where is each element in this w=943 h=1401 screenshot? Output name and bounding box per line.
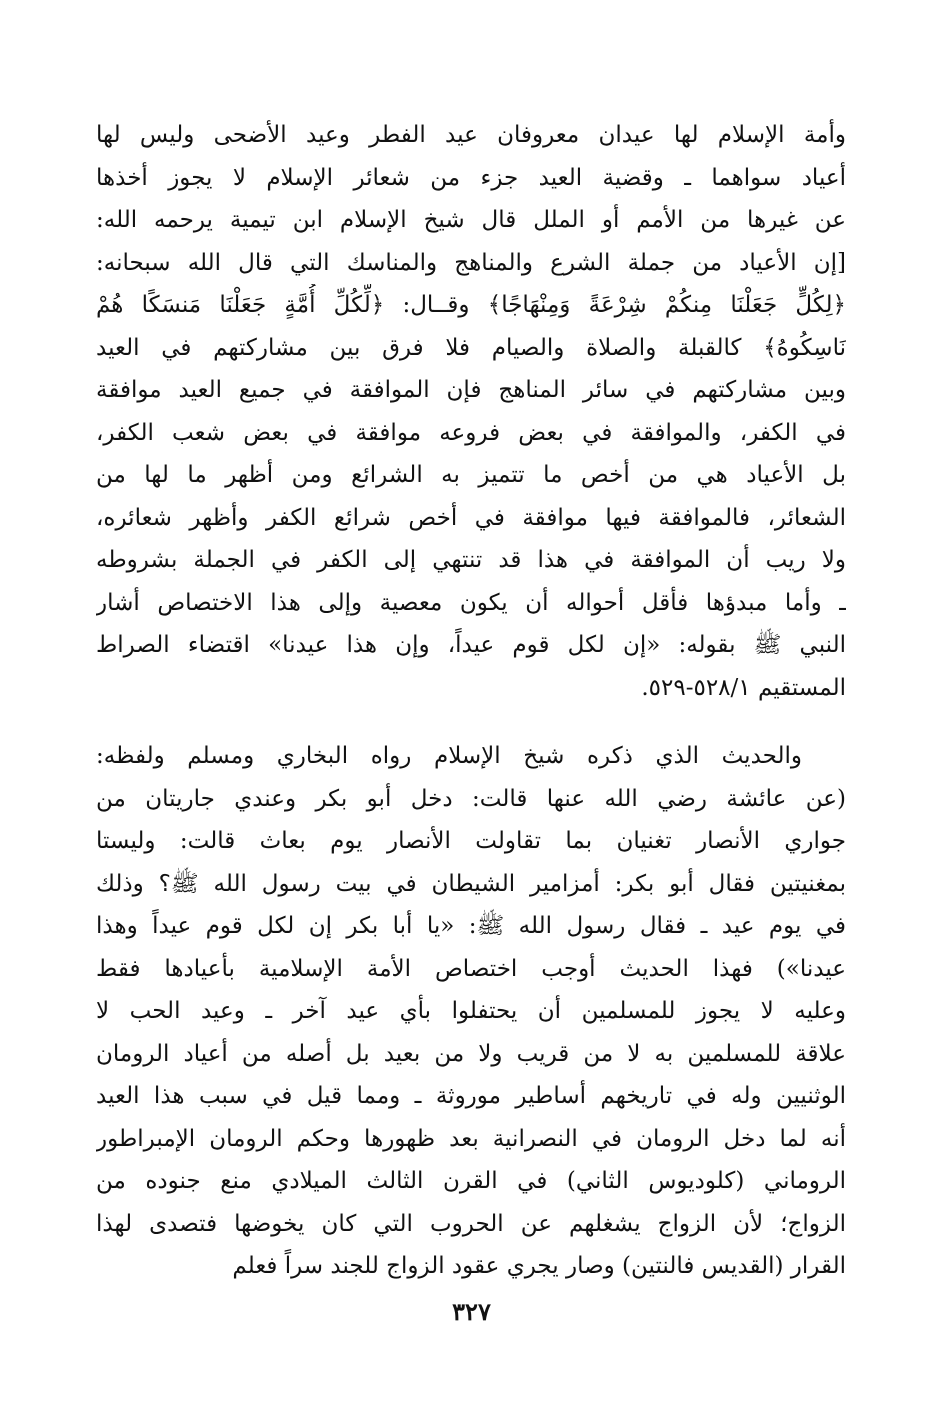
text-line: في الكفر، والموافقة في بعض فروعه موافقة في بعض شعب الكفر،	[96, 419, 846, 446]
text-line: ولا ريب أن الموافقة في هذا قد تنتهي إلى الكفر في الجملة بشروطه	[96, 547, 846, 573]
text-line: أعياد سواهما ـ وقضية العيد جزء من شعائر الإسلام لا يجوز أخذها	[96, 164, 846, 191]
text-line: بل الأعياد هي من أخص ما تتميز به الشرائع ومن أظهر ما لها من	[96, 462, 846, 488]
text-line: وعليه لا يجوز للمسلمين أن يحتفلوا بأي عيد آخر ـ وعيد الحب لا	[96, 998, 846, 1024]
paragraph-hadith-and-valentine	[96, 735, 846, 1288]
text-line: ﴿لِكُلٍّ جَعَلْنَا مِنكُمْ شِرْعَةً وَمِنْهَاجًا﴾ وقــال: ﴿لِّكُلِّ أُمَّةٍ جَعَلْنَا مَنسَكًا هُمْ	[96, 292, 846, 318]
text-line: الشعائر، فالموافقة فيها موافقة في أخص شرائع الكفر وأظهر شعائره،	[96, 504, 846, 531]
text-line: الروماني (كلوديوس الثاني) في القرن الثالث الميلادي منع جنوده من	[96, 1168, 846, 1194]
text-line: (عن عائشة رضي الله عنها قالت: دخل أبو بكر وعندي جاريتان من	[96, 785, 846, 812]
text-line: الوثنيين وله في تاريخهم أساطير موروثة ـ ومما قيل في سبب هذا العيد	[96, 1083, 846, 1109]
text-line: الزواج؛ لأن الزواج يشغلهم عن الحروب التي كان يخوضها فتصدى لهذا	[96, 1210, 846, 1237]
text-line: ـ وأما مبدؤها فأقل أحواله أن يكون معصية وإلى هذا الاختصاص أشار	[96, 589, 846, 616]
text-line: وأمة الإسلام لها عيدان معروفان عيد الفطر وعيد الأضحى وليس لها	[96, 122, 846, 148]
text-line: والحديث الذي ذكره شيخ الإسلام رواه البخاري ومسلم ولفظه:	[96, 743, 802, 769]
text-line: جواري الأنصار تغنيان بما تقاولت الأنصار يوم بعاث قالت: وليستا	[96, 828, 846, 854]
text-line: المستقيم ٥٢٨/١-٥٢٩.	[641, 674, 846, 701]
text-line: [إن الأعياد من جملة الشرع والمناهج والمناسك التي قال الله سبحانه:	[96, 249, 846, 276]
text-line: أنه لما دخل الرومان في النصرانية بعد ظهورها وحكم الرومان الإمبراطور	[96, 1125, 846, 1152]
page-number: ٣٢٧	[452, 1297, 491, 1326]
text-line: عيدنا») فهذا الحديث أوجب اختصاص الأمة الإسلامية بأعيادها فقط	[96, 955, 846, 982]
text-line: القرار (القديس فالنتين) وصار يجري عقود الزواج للجند سراً فعلم	[232, 1253, 846, 1279]
text-line: وبين مشاركتهم في سائر المناهج فإن الموافقة في جميع العيد موافقة	[96, 377, 846, 403]
text-line: في يوم عيد ـ فقال رسول الله ﷺ: «يا أبا بكر إن لكل قوم عيداً وهذا	[96, 913, 846, 939]
text-line: علاقة للمسلمين به لا من قريب ولا من بعيد بل أصله من أعياد الرومان	[96, 1040, 846, 1067]
text-line: النبي ﷺ بقوله: «إن لكل قوم عيداً، وإن هذا عيدنا» اقتضاء الصراط	[96, 632, 846, 658]
text-line: عن غيرها من الأمم أو الملل قال شيخ الإسلام ابن تيمية يرحمه الله:	[96, 207, 846, 233]
paragraph-ibn-taymiyyah-quote	[96, 114, 846, 709]
text-line: بمغنيتين فقال أبو بكر: أمزامير الشيطان في بيت رسول الله ﷺ؟ وذلك	[96, 870, 846, 897]
text-line: نَاسِكُوهُ﴾ كالقبلة والصلاة والصيام فلا فرق بين مشاركتهم في العيد	[96, 334, 846, 361]
